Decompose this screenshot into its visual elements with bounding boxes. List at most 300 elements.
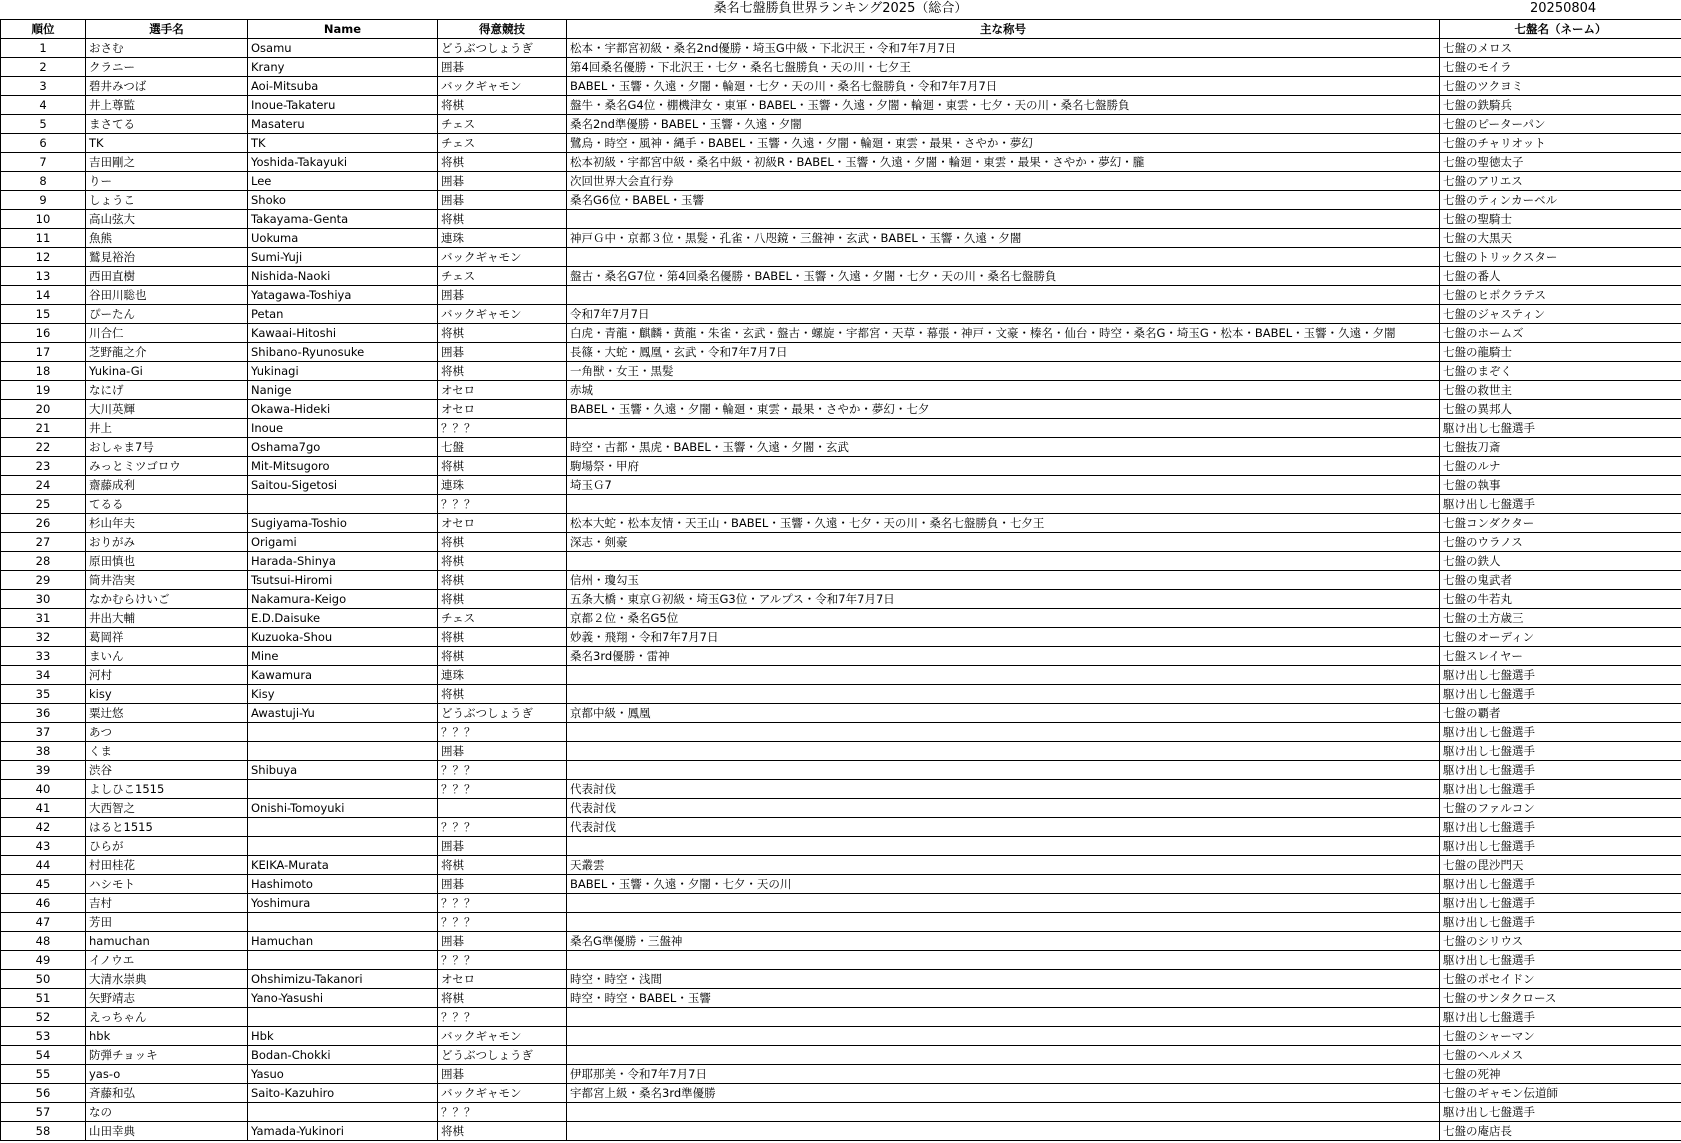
- player-name-cell[interactable]: なの: [86, 1103, 248, 1122]
- nickname-cell[interactable]: 駆け出し七盤選手: [1440, 875, 1681, 894]
- name-cell[interactable]: [248, 723, 438, 742]
- player-name-cell[interactable]: はると1515: [86, 818, 248, 837]
- name-cell[interactable]: Okawa-Hideki: [248, 400, 438, 419]
- titles-cell[interactable]: 宇都宮上級・桑名3rd準優勝: [567, 1084, 1440, 1103]
- titles-cell[interactable]: [567, 913, 1440, 932]
- nickname-cell[interactable]: 駆け出し七盤選手: [1440, 913, 1681, 932]
- nickname-cell[interactable]: 七盤のモイラ: [1440, 58, 1681, 77]
- rank-cell[interactable]: 6: [1, 134, 86, 153]
- titles-cell[interactable]: [567, 1008, 1440, 1027]
- nickname-cell[interactable]: 七盤のピーターパン: [1440, 115, 1681, 134]
- nickname-cell[interactable]: 七盤の鉄人: [1440, 552, 1681, 571]
- rank-cell[interactable]: 16: [1, 324, 86, 343]
- name-cell[interactable]: Hbk: [248, 1027, 438, 1046]
- name-cell[interactable]: Kisy: [248, 685, 438, 704]
- player-name-cell[interactable]: しょうこ: [86, 191, 248, 210]
- player-name-cell[interactable]: くま: [86, 742, 248, 761]
- specialty-cell[interactable]: バックギャモン: [438, 1027, 567, 1046]
- specialty-cell[interactable]: 将棋: [438, 324, 567, 343]
- rank-cell[interactable]: 29: [1, 571, 86, 590]
- header-name[interactable]: Name: [248, 20, 438, 39]
- player-name-cell[interactable]: 大川英輝: [86, 400, 248, 419]
- nickname-cell[interactable]: 駆け出し七盤選手: [1440, 837, 1681, 856]
- specialty-cell[interactable]: オセロ: [438, 970, 567, 989]
- player-name-cell[interactable]: 鷲見裕治: [86, 248, 248, 267]
- rank-cell[interactable]: 32: [1, 628, 86, 647]
- titles-cell[interactable]: 信州・瓊勾玉: [567, 571, 1440, 590]
- specialty-cell[interactable]: 将棋: [438, 457, 567, 476]
- rank-cell[interactable]: 8: [1, 172, 86, 191]
- player-name-cell[interactable]: TK: [86, 134, 248, 153]
- player-name-cell[interactable]: えっちゃん: [86, 1008, 248, 1027]
- name-cell[interactable]: Inoue-Takateru: [248, 96, 438, 115]
- titles-cell[interactable]: [567, 685, 1440, 704]
- titles-cell[interactable]: 天叢雲: [567, 856, 1440, 875]
- nickname-cell[interactable]: 駆け出し七盤選手: [1440, 894, 1681, 913]
- rank-cell[interactable]: 4: [1, 96, 86, 115]
- nickname-cell[interactable]: 駆け出し七盤選手: [1440, 1008, 1681, 1027]
- player-name-cell[interactable]: おさむ: [86, 39, 248, 58]
- name-cell[interactable]: Mine: [248, 647, 438, 666]
- header-rank[interactable]: 順位: [1, 20, 86, 39]
- name-cell[interactable]: Yatagawa-Toshiya: [248, 286, 438, 305]
- name-cell[interactable]: Masateru: [248, 115, 438, 134]
- titles-cell[interactable]: [567, 761, 1440, 780]
- name-cell[interactable]: KEIKA-Murata: [248, 856, 438, 875]
- name-cell[interactable]: [248, 1103, 438, 1122]
- name-cell[interactable]: Harada-Shinya: [248, 552, 438, 571]
- nickname-cell[interactable]: 駆け出し七盤選手: [1440, 723, 1681, 742]
- header-player-name[interactable]: 選手名: [86, 20, 248, 39]
- rank-cell[interactable]: 58: [1, 1122, 86, 1141]
- rank-cell[interactable]: 56: [1, 1084, 86, 1103]
- rank-cell[interactable]: 30: [1, 590, 86, 609]
- name-cell[interactable]: [248, 913, 438, 932]
- specialty-cell[interactable]: ？？？: [438, 951, 567, 970]
- player-name-cell[interactable]: 杉山年夫: [86, 514, 248, 533]
- name-cell[interactable]: Yoshida-Takayuki: [248, 153, 438, 172]
- specialty-cell[interactable]: ？？？: [438, 495, 567, 514]
- rank-cell[interactable]: 23: [1, 457, 86, 476]
- titles-cell[interactable]: 白虎・青龍・麒麟・黄龍・朱雀・玄武・盤古・螺旋・宇都宮・天草・幕張・神戸・文豪・榛名・仙台・時空・桑名G・埼玉G・松本・BABEL・玉響・久遠・夕闇: [567, 324, 1440, 343]
- name-cell[interactable]: Nakamura-Keigo: [248, 590, 438, 609]
- nickname-cell[interactable]: 駆け出し七盤選手: [1440, 780, 1681, 799]
- specialty-cell[interactable]: 囲碁: [438, 286, 567, 305]
- name-cell[interactable]: Yano-Yasushi: [248, 989, 438, 1008]
- titles-cell[interactable]: [567, 894, 1440, 913]
- nickname-cell[interactable]: 七盤のギャモン伝道師: [1440, 1084, 1681, 1103]
- nickname-cell[interactable]: 七盤のオーディン: [1440, 628, 1681, 647]
- player-name-cell[interactable]: ハシモト: [86, 875, 248, 894]
- name-cell[interactable]: Bodan-Chokki: [248, 1046, 438, 1065]
- rank-cell[interactable]: 39: [1, 761, 86, 780]
- player-name-cell[interactable]: まさてる: [86, 115, 248, 134]
- player-name-cell[interactable]: おしゃま7号: [86, 438, 248, 457]
- specialty-cell[interactable]: 囲碁: [438, 875, 567, 894]
- specialty-cell[interactable]: 将棋: [438, 210, 567, 229]
- specialty-cell[interactable]: オセロ: [438, 381, 567, 400]
- nickname-cell[interactable]: 七盤のサンタクロース: [1440, 989, 1681, 1008]
- specialty-cell[interactable]: オセロ: [438, 400, 567, 419]
- specialty-cell[interactable]: 連珠: [438, 476, 567, 495]
- nickname-cell[interactable]: 七盤コンダクター: [1440, 514, 1681, 533]
- titles-cell[interactable]: 京都中級・鳳凰: [567, 704, 1440, 723]
- player-name-cell[interactable]: よしひこ1515: [86, 780, 248, 799]
- nickname-cell[interactable]: 七盤のトリックスター: [1440, 248, 1681, 267]
- name-cell[interactable]: Awastuji-Yu: [248, 704, 438, 723]
- nickname-cell[interactable]: 七盤のファルコン: [1440, 799, 1681, 818]
- player-name-cell[interactable]: りー: [86, 172, 248, 191]
- specialty-cell[interactable]: 将棋: [438, 533, 567, 552]
- player-name-cell[interactable]: 芝野龍之介: [86, 343, 248, 362]
- player-name-cell[interactable]: クラニー: [86, 58, 248, 77]
- nickname-cell[interactable]: 駆け出し七盤選手: [1440, 742, 1681, 761]
- player-name-cell[interactable]: 粟辻悠: [86, 704, 248, 723]
- titles-cell[interactable]: 桑名2nd準優勝・BABEL・玉響・久遠・夕闇: [567, 115, 1440, 134]
- specialty-cell[interactable]: バックギャモン: [438, 305, 567, 324]
- nickname-cell[interactable]: 七盤の龍騎士: [1440, 343, 1681, 362]
- nickname-cell[interactable]: 七盤のシャーマン: [1440, 1027, 1681, 1046]
- nickname-cell[interactable]: 七盤のシリウス: [1440, 932, 1681, 951]
- titles-cell[interactable]: [567, 419, 1440, 438]
- rank-cell[interactable]: 31: [1, 609, 86, 628]
- name-cell[interactable]: Takayama-Genta: [248, 210, 438, 229]
- nickname-cell[interactable]: 七盤の聖徳太子: [1440, 153, 1681, 172]
- name-cell[interactable]: Krany: [248, 58, 438, 77]
- nickname-cell[interactable]: 七盤のメロス: [1440, 39, 1681, 58]
- player-name-cell[interactable]: 碧井みつば: [86, 77, 248, 96]
- rank-cell[interactable]: 11: [1, 229, 86, 248]
- titles-cell[interactable]: 埼玉Ｇ7: [567, 476, 1440, 495]
- name-cell[interactable]: Sumi-Yuji: [248, 248, 438, 267]
- name-cell[interactable]: Shoko: [248, 191, 438, 210]
- nickname-cell[interactable]: 七盤の大黒天: [1440, 229, 1681, 248]
- player-name-cell[interactable]: まいん: [86, 647, 248, 666]
- player-name-cell[interactable]: 渋谷: [86, 761, 248, 780]
- titles-cell[interactable]: 次回世界大会直行券: [567, 172, 1440, 191]
- name-cell[interactable]: E.D.Daisuke: [248, 609, 438, 628]
- nickname-cell[interactable]: 七盤のまぞく: [1440, 362, 1681, 381]
- specialty-cell[interactable]: 将棋: [438, 1122, 567, 1141]
- nickname-cell[interactable]: 七盤の土方歳三: [1440, 609, 1681, 628]
- specialty-cell[interactable]: ？？？: [438, 419, 567, 438]
- titles-cell[interactable]: 伊耶那美・令和7年7月7日: [567, 1065, 1440, 1084]
- titles-cell[interactable]: 松本大蛇・松本友情・天王山・BABEL・玉響・久遠・七夕・天の川・桑名七盤勝負・七夕王: [567, 514, 1440, 533]
- specialty-cell[interactable]: 将棋: [438, 989, 567, 1008]
- titles-cell[interactable]: [567, 210, 1440, 229]
- name-cell[interactable]: Ohshimizu-Takanori: [248, 970, 438, 989]
- rank-cell[interactable]: 36: [1, 704, 86, 723]
- player-name-cell[interactable]: 齋藤成利: [86, 476, 248, 495]
- titles-cell[interactable]: [567, 666, 1440, 685]
- name-cell[interactable]: Oshama7go: [248, 438, 438, 457]
- titles-cell[interactable]: [567, 495, 1440, 514]
- specialty-cell[interactable]: 将棋: [438, 362, 567, 381]
- titles-cell[interactable]: 令和7年7月7日: [567, 305, 1440, 324]
- rank-cell[interactable]: 3: [1, 77, 86, 96]
- name-cell[interactable]: Nishida-Naoki: [248, 267, 438, 286]
- name-cell[interactable]: Saitou-Sigetosi: [248, 476, 438, 495]
- player-name-cell[interactable]: 矢野靖志: [86, 989, 248, 1008]
- titles-cell[interactable]: 赤城: [567, 381, 1440, 400]
- player-name-cell[interactable]: hbk: [86, 1027, 248, 1046]
- titles-cell[interactable]: 時空・古都・黒虎・BABEL・玉響・久遠・夕闇・玄武: [567, 438, 1440, 457]
- name-cell[interactable]: Osamu: [248, 39, 438, 58]
- player-name-cell[interactable]: 川合仁: [86, 324, 248, 343]
- nickname-cell[interactable]: 七盤のウラノス: [1440, 533, 1681, 552]
- titles-cell[interactable]: 神戸Ｇ中・京都３位・黒髪・孔雀・八咫鏡・三盤神・玄武・BABEL・玉響・久遠・夕闇: [567, 229, 1440, 248]
- player-name-cell[interactable]: 吉村: [86, 894, 248, 913]
- rank-cell[interactable]: 10: [1, 210, 86, 229]
- titles-cell[interactable]: [567, 1046, 1440, 1065]
- nickname-cell[interactable]: 七盤の救世主: [1440, 381, 1681, 400]
- nickname-cell[interactable]: 七盤スレイヤー: [1440, 647, 1681, 666]
- player-name-cell[interactable]: なかむらけいご: [86, 590, 248, 609]
- titles-cell[interactable]: [567, 248, 1440, 267]
- name-cell[interactable]: Nanige: [248, 381, 438, 400]
- player-name-cell[interactable]: ぴーたん: [86, 305, 248, 324]
- name-cell[interactable]: Hamuchan: [248, 932, 438, 951]
- player-name-cell[interactable]: Yukina-Gi: [86, 362, 248, 381]
- name-cell[interactable]: Kawaai-Hitoshi: [248, 324, 438, 343]
- specialty-cell[interactable]: 囲碁: [438, 343, 567, 362]
- titles-cell[interactable]: 鷺烏・時空・風神・縄手・BABEL・玉響・久遠・夕闇・輪廻・東雲・最果・さやか・夢幻: [567, 134, 1440, 153]
- name-cell[interactable]: Kuzuoka-Shou: [248, 628, 438, 647]
- player-name-cell[interactable]: あつ: [86, 723, 248, 742]
- player-name-cell[interactable]: みっとミツゴロウ: [86, 457, 248, 476]
- rank-cell[interactable]: 17: [1, 343, 86, 362]
- titles-cell[interactable]: [567, 742, 1440, 761]
- nickname-cell[interactable]: 七盤の鬼武者: [1440, 571, 1681, 590]
- player-name-cell[interactable]: おりがみ: [86, 533, 248, 552]
- titles-cell[interactable]: 盤牛・桑名G4位・棚機津女・東軍・BABEL・玉響・久遠・夕闇・輪廻・東雲・七夕・天の川・桑名七盤勝負: [567, 96, 1440, 115]
- rank-cell[interactable]: 34: [1, 666, 86, 685]
- name-cell[interactable]: Lee: [248, 172, 438, 191]
- rank-cell[interactable]: 26: [1, 514, 86, 533]
- rank-cell[interactable]: 40: [1, 780, 86, 799]
- specialty-cell[interactable]: バックギャモン: [438, 248, 567, 267]
- rank-cell[interactable]: 1: [1, 39, 86, 58]
- rank-cell[interactable]: 49: [1, 951, 86, 970]
- specialty-cell[interactable]: 将棋: [438, 856, 567, 875]
- titles-cell[interactable]: [567, 951, 1440, 970]
- specialty-cell[interactable]: 将棋: [438, 571, 567, 590]
- player-name-cell[interactable]: てるる: [86, 495, 248, 514]
- player-name-cell[interactable]: 斉藤和弘: [86, 1084, 248, 1103]
- header-nickname[interactable]: 七盤名（ネーム）: [1440, 20, 1681, 39]
- player-name-cell[interactable]: 筒井浩実: [86, 571, 248, 590]
- name-cell[interactable]: Inoue: [248, 419, 438, 438]
- specialty-cell[interactable]: 将棋: [438, 590, 567, 609]
- player-name-cell[interactable]: 井上: [86, 419, 248, 438]
- rank-cell[interactable]: 28: [1, 552, 86, 571]
- nickname-cell[interactable]: 七盤のヒポクラテス: [1440, 286, 1681, 305]
- rank-cell[interactable]: 33: [1, 647, 86, 666]
- specialty-cell[interactable]: 囲碁: [438, 1065, 567, 1084]
- rank-cell[interactable]: 7: [1, 153, 86, 172]
- specialty-cell[interactable]: チェス: [438, 609, 567, 628]
- specialty-cell[interactable]: 将棋: [438, 628, 567, 647]
- name-cell[interactable]: Uokuma: [248, 229, 438, 248]
- specialty-cell[interactable]: 連珠: [438, 229, 567, 248]
- titles-cell[interactable]: 代表討伐: [567, 780, 1440, 799]
- nickname-cell[interactable]: 七盤の異邦人: [1440, 400, 1681, 419]
- titles-cell[interactable]: 一角獣・女王・黒髪: [567, 362, 1440, 381]
- titles-cell[interactable]: [567, 552, 1440, 571]
- player-name-cell[interactable]: 大西智之: [86, 799, 248, 818]
- specialty-cell[interactable]: どうぶつしょうぎ: [438, 39, 567, 58]
- player-name-cell[interactable]: 井上尊監: [86, 96, 248, 115]
- player-name-cell[interactable]: 芳田: [86, 913, 248, 932]
- specialty-cell[interactable]: ？？？: [438, 1008, 567, 1027]
- player-name-cell[interactable]: ひらが: [86, 837, 248, 856]
- name-cell[interactable]: Yoshimura: [248, 894, 438, 913]
- rank-cell[interactable]: 52: [1, 1008, 86, 1027]
- name-cell[interactable]: [248, 780, 438, 799]
- rank-cell[interactable]: 24: [1, 476, 86, 495]
- rank-cell[interactable]: 54: [1, 1046, 86, 1065]
- name-cell[interactable]: Yasuo: [248, 1065, 438, 1084]
- specialty-cell[interactable]: 将棋: [438, 685, 567, 704]
- name-cell[interactable]: Sugiyama-Toshio: [248, 514, 438, 533]
- titles-cell[interactable]: 駒場祭・甲府: [567, 457, 1440, 476]
- specialty-cell[interactable]: 将棋: [438, 552, 567, 571]
- name-cell[interactable]: Kawamura: [248, 666, 438, 685]
- rank-cell[interactable]: 9: [1, 191, 86, 210]
- nickname-cell[interactable]: 駆け出し七盤選手: [1440, 419, 1681, 438]
- specialty-cell[interactable]: 七盤: [438, 438, 567, 457]
- rank-cell[interactable]: 2: [1, 58, 86, 77]
- specialty-cell[interactable]: 将棋: [438, 153, 567, 172]
- nickname-cell[interactable]: 七盤の庵店長: [1440, 1122, 1681, 1141]
- player-name-cell[interactable]: 谷田川聡也: [86, 286, 248, 305]
- rank-cell[interactable]: 15: [1, 305, 86, 324]
- rank-cell[interactable]: 25: [1, 495, 86, 514]
- specialty-cell[interactable]: チェス: [438, 267, 567, 286]
- specialty-cell[interactable]: ？？？: [438, 780, 567, 799]
- specialty-cell[interactable]: 連珠: [438, 666, 567, 685]
- specialty-cell[interactable]: チェス: [438, 115, 567, 134]
- nickname-cell[interactable]: 七盤のツクヨミ: [1440, 77, 1681, 96]
- titles-cell[interactable]: [567, 1027, 1440, 1046]
- titles-cell[interactable]: 松本初級・宇都宮中級・桑名中級・初級R・BABEL・玉響・久遠・夕闇・輪廻・東雲・最果・さやか・夢幻・朧: [567, 153, 1440, 172]
- specialty-cell[interactable]: 囲碁: [438, 191, 567, 210]
- rank-cell[interactable]: 53: [1, 1027, 86, 1046]
- titles-cell[interactable]: 五条大橋・東京Ｇ初級・埼玉G3位・アルプス・令和7年7月7日: [567, 590, 1440, 609]
- player-name-cell[interactable]: イノウエ: [86, 951, 248, 970]
- player-name-cell[interactable]: hamuchan: [86, 932, 248, 951]
- name-cell[interactable]: Aoi-Mitsuba: [248, 77, 438, 96]
- specialty-cell[interactable]: ？？？: [438, 761, 567, 780]
- player-name-cell[interactable]: 高山弦大: [86, 210, 248, 229]
- titles-cell[interactable]: 京都２位・桑名G5位: [567, 609, 1440, 628]
- nickname-cell[interactable]: 七盤の執事: [1440, 476, 1681, 495]
- nickname-cell[interactable]: 駆け出し七盤選手: [1440, 951, 1681, 970]
- name-cell[interactable]: [248, 742, 438, 761]
- rank-cell[interactable]: 51: [1, 989, 86, 1008]
- rank-cell[interactable]: 41: [1, 799, 86, 818]
- titles-cell[interactable]: 代表討伐: [567, 799, 1440, 818]
- rank-cell[interactable]: 45: [1, 875, 86, 894]
- nickname-cell[interactable]: 七盤の番人: [1440, 267, 1681, 286]
- name-cell[interactable]: [248, 818, 438, 837]
- name-cell[interactable]: Petan: [248, 305, 438, 324]
- nickname-cell[interactable]: 七盤抜刀斎: [1440, 438, 1681, 457]
- titles-cell[interactable]: 桑名3rd優勝・雷神: [567, 647, 1440, 666]
- titles-cell[interactable]: BABEL・玉響・久遠・夕闇・輪廻・七夕・天の川・桑名七盤勝負・令和7年7月7日: [567, 77, 1440, 96]
- rank-cell[interactable]: 22: [1, 438, 86, 457]
- rank-cell[interactable]: 19: [1, 381, 86, 400]
- nickname-cell[interactable]: 七盤の毘沙門天: [1440, 856, 1681, 875]
- name-cell[interactable]: [248, 495, 438, 514]
- titles-cell[interactable]: 桑名G準優勝・三盤神: [567, 932, 1440, 951]
- name-cell[interactable]: Shibano-Ryunosuke: [248, 343, 438, 362]
- titles-cell[interactable]: 松本・宇都宮初級・桑名2nd優勝・埼玉G中級・下北沢王・令和7年7月7日: [567, 39, 1440, 58]
- specialty-cell[interactable]: ？？？: [438, 894, 567, 913]
- name-cell[interactable]: Hashimoto: [248, 875, 438, 894]
- specialty-cell[interactable]: [438, 799, 567, 818]
- titles-cell[interactable]: BABEL・玉響・久遠・夕闇・七夕・天の川: [567, 875, 1440, 894]
- nickname-cell[interactable]: 七盤の死神: [1440, 1065, 1681, 1084]
- specialty-cell[interactable]: 囲碁: [438, 172, 567, 191]
- rank-cell[interactable]: 55: [1, 1065, 86, 1084]
- rank-cell[interactable]: 13: [1, 267, 86, 286]
- header-specialty[interactable]: 得意競技: [438, 20, 567, 39]
- nickname-cell[interactable]: 七盤のヘルメス: [1440, 1046, 1681, 1065]
- rank-cell[interactable]: 18: [1, 362, 86, 381]
- nickname-cell[interactable]: 七盤のジャスティン: [1440, 305, 1681, 324]
- name-cell[interactable]: TK: [248, 134, 438, 153]
- specialty-cell[interactable]: 囲碁: [438, 742, 567, 761]
- titles-cell[interactable]: [567, 1103, 1440, 1122]
- name-cell[interactable]: Tsutsui-Hiromi: [248, 571, 438, 590]
- player-name-cell[interactable]: 吉田剛之: [86, 153, 248, 172]
- nickname-cell[interactable]: 七盤の聖騎士: [1440, 210, 1681, 229]
- name-cell[interactable]: [248, 1008, 438, 1027]
- titles-cell[interactable]: 妙義・飛翔・令和7年7月7日: [567, 628, 1440, 647]
- player-name-cell[interactable]: 大清水崇典: [86, 970, 248, 989]
- titles-cell[interactable]: 深志・剣豪: [567, 533, 1440, 552]
- name-cell[interactable]: Mit-Mitsugoro: [248, 457, 438, 476]
- rank-cell[interactable]: 42: [1, 818, 86, 837]
- rank-cell[interactable]: 27: [1, 533, 86, 552]
- titles-cell[interactable]: 時空・時空・BABEL・玉響: [567, 989, 1440, 1008]
- name-cell[interactable]: Yukinagi: [248, 362, 438, 381]
- specialty-cell[interactable]: 囲碁: [438, 932, 567, 951]
- specialty-cell[interactable]: ？？？: [438, 723, 567, 742]
- player-name-cell[interactable]: 西田直樹: [86, 267, 248, 286]
- name-cell[interactable]: Yamada-Yukinori: [248, 1122, 438, 1141]
- specialty-cell[interactable]: バックギャモン: [438, 77, 567, 96]
- rank-cell[interactable]: 14: [1, 286, 86, 305]
- name-cell[interactable]: [248, 837, 438, 856]
- rank-cell[interactable]: 12: [1, 248, 86, 267]
- nickname-cell[interactable]: 駆け出し七盤選手: [1440, 495, 1681, 514]
- titles-cell[interactable]: 盤古・桑名G7位・第4回桑名優勝・BABEL・玉響・久遠・夕闇・七夕・天の川・桑名七盤勝負: [567, 267, 1440, 286]
- specialty-cell[interactable]: どうぶつしょうぎ: [438, 1046, 567, 1065]
- specialty-cell[interactable]: チェス: [438, 134, 567, 153]
- header-titles[interactable]: 主な称号: [567, 20, 1440, 39]
- titles-cell[interactable]: 時空・時空・浅間: [567, 970, 1440, 989]
- specialty-cell[interactable]: 囲碁: [438, 58, 567, 77]
- titles-cell[interactable]: 長篠・大蛇・鳳凰・玄武・令和7年7月7日: [567, 343, 1440, 362]
- rank-cell[interactable]: 48: [1, 932, 86, 951]
- specialty-cell[interactable]: 囲碁: [438, 837, 567, 856]
- player-name-cell[interactable]: 井出大輔: [86, 609, 248, 628]
- name-cell[interactable]: Shibuya: [248, 761, 438, 780]
- specialty-cell[interactable]: バックギャモン: [438, 1084, 567, 1103]
- nickname-cell[interactable]: 七盤のホームズ: [1440, 324, 1681, 343]
